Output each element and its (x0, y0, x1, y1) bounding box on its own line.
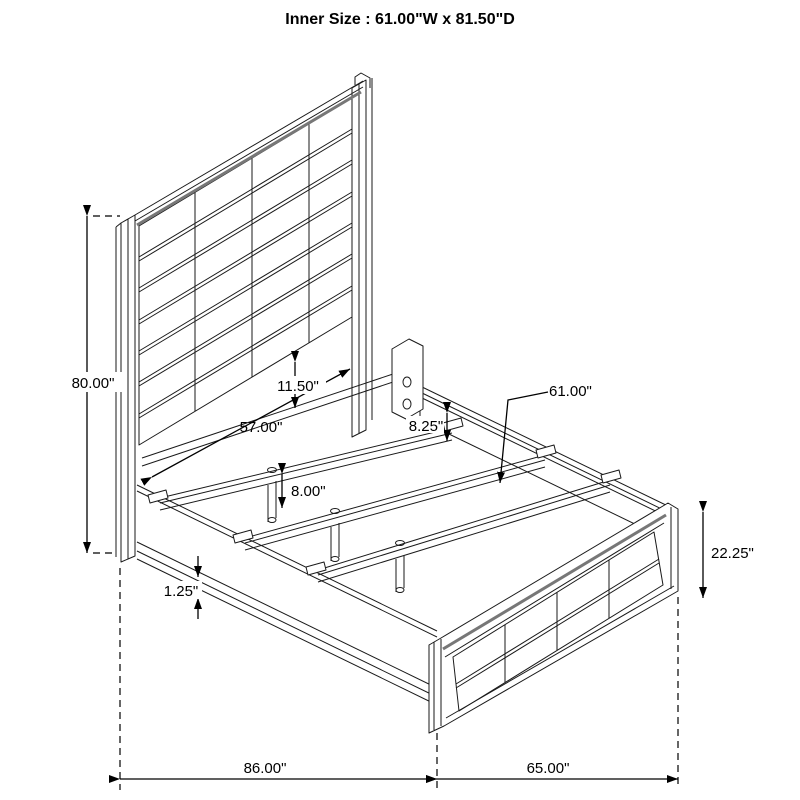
dim-rail-to-slat-label: 8.25" (408, 418, 444, 435)
dim-footboard-height-label: 22.25" (711, 545, 754, 562)
dim-rail-trim (158, 556, 202, 619)
headboard (116, 73, 372, 562)
dim-center-leg-height-label: 8.00" (291, 483, 326, 500)
page-title: Inner Size : 61.00"W x 81.50"D (285, 11, 515, 28)
dim-headboard-height-label: 80.00" (71, 375, 115, 392)
support-leg-1 (268, 481, 276, 523)
dim-overall-width-label: 65.00" (526, 760, 570, 777)
dim-headboard-clearance-label: 11.50" (277, 378, 319, 395)
dim-headboard-height (64, 216, 122, 553)
support-leg-3 (396, 555, 404, 593)
headboard-back-edge (116, 78, 372, 557)
support-leg-2 (331, 523, 339, 562)
rail-bracket (392, 339, 423, 419)
right-side-rail (420, 386, 672, 542)
footboard (429, 503, 678, 733)
dim-inner-width-slat-label: 61.00" (549, 383, 592, 400)
dim-inner-width-head-label: 57.00" (239, 419, 283, 436)
dim-overall-length-label: 86.00" (243, 760, 287, 777)
dim-rail-trim-label: 1.25" (163, 583, 199, 600)
dim-rail-to-slat (406, 413, 447, 441)
dim-headboard-clearance (270, 362, 326, 408)
headboard-left-post (121, 215, 135, 562)
dim-footboard-height (703, 512, 754, 598)
